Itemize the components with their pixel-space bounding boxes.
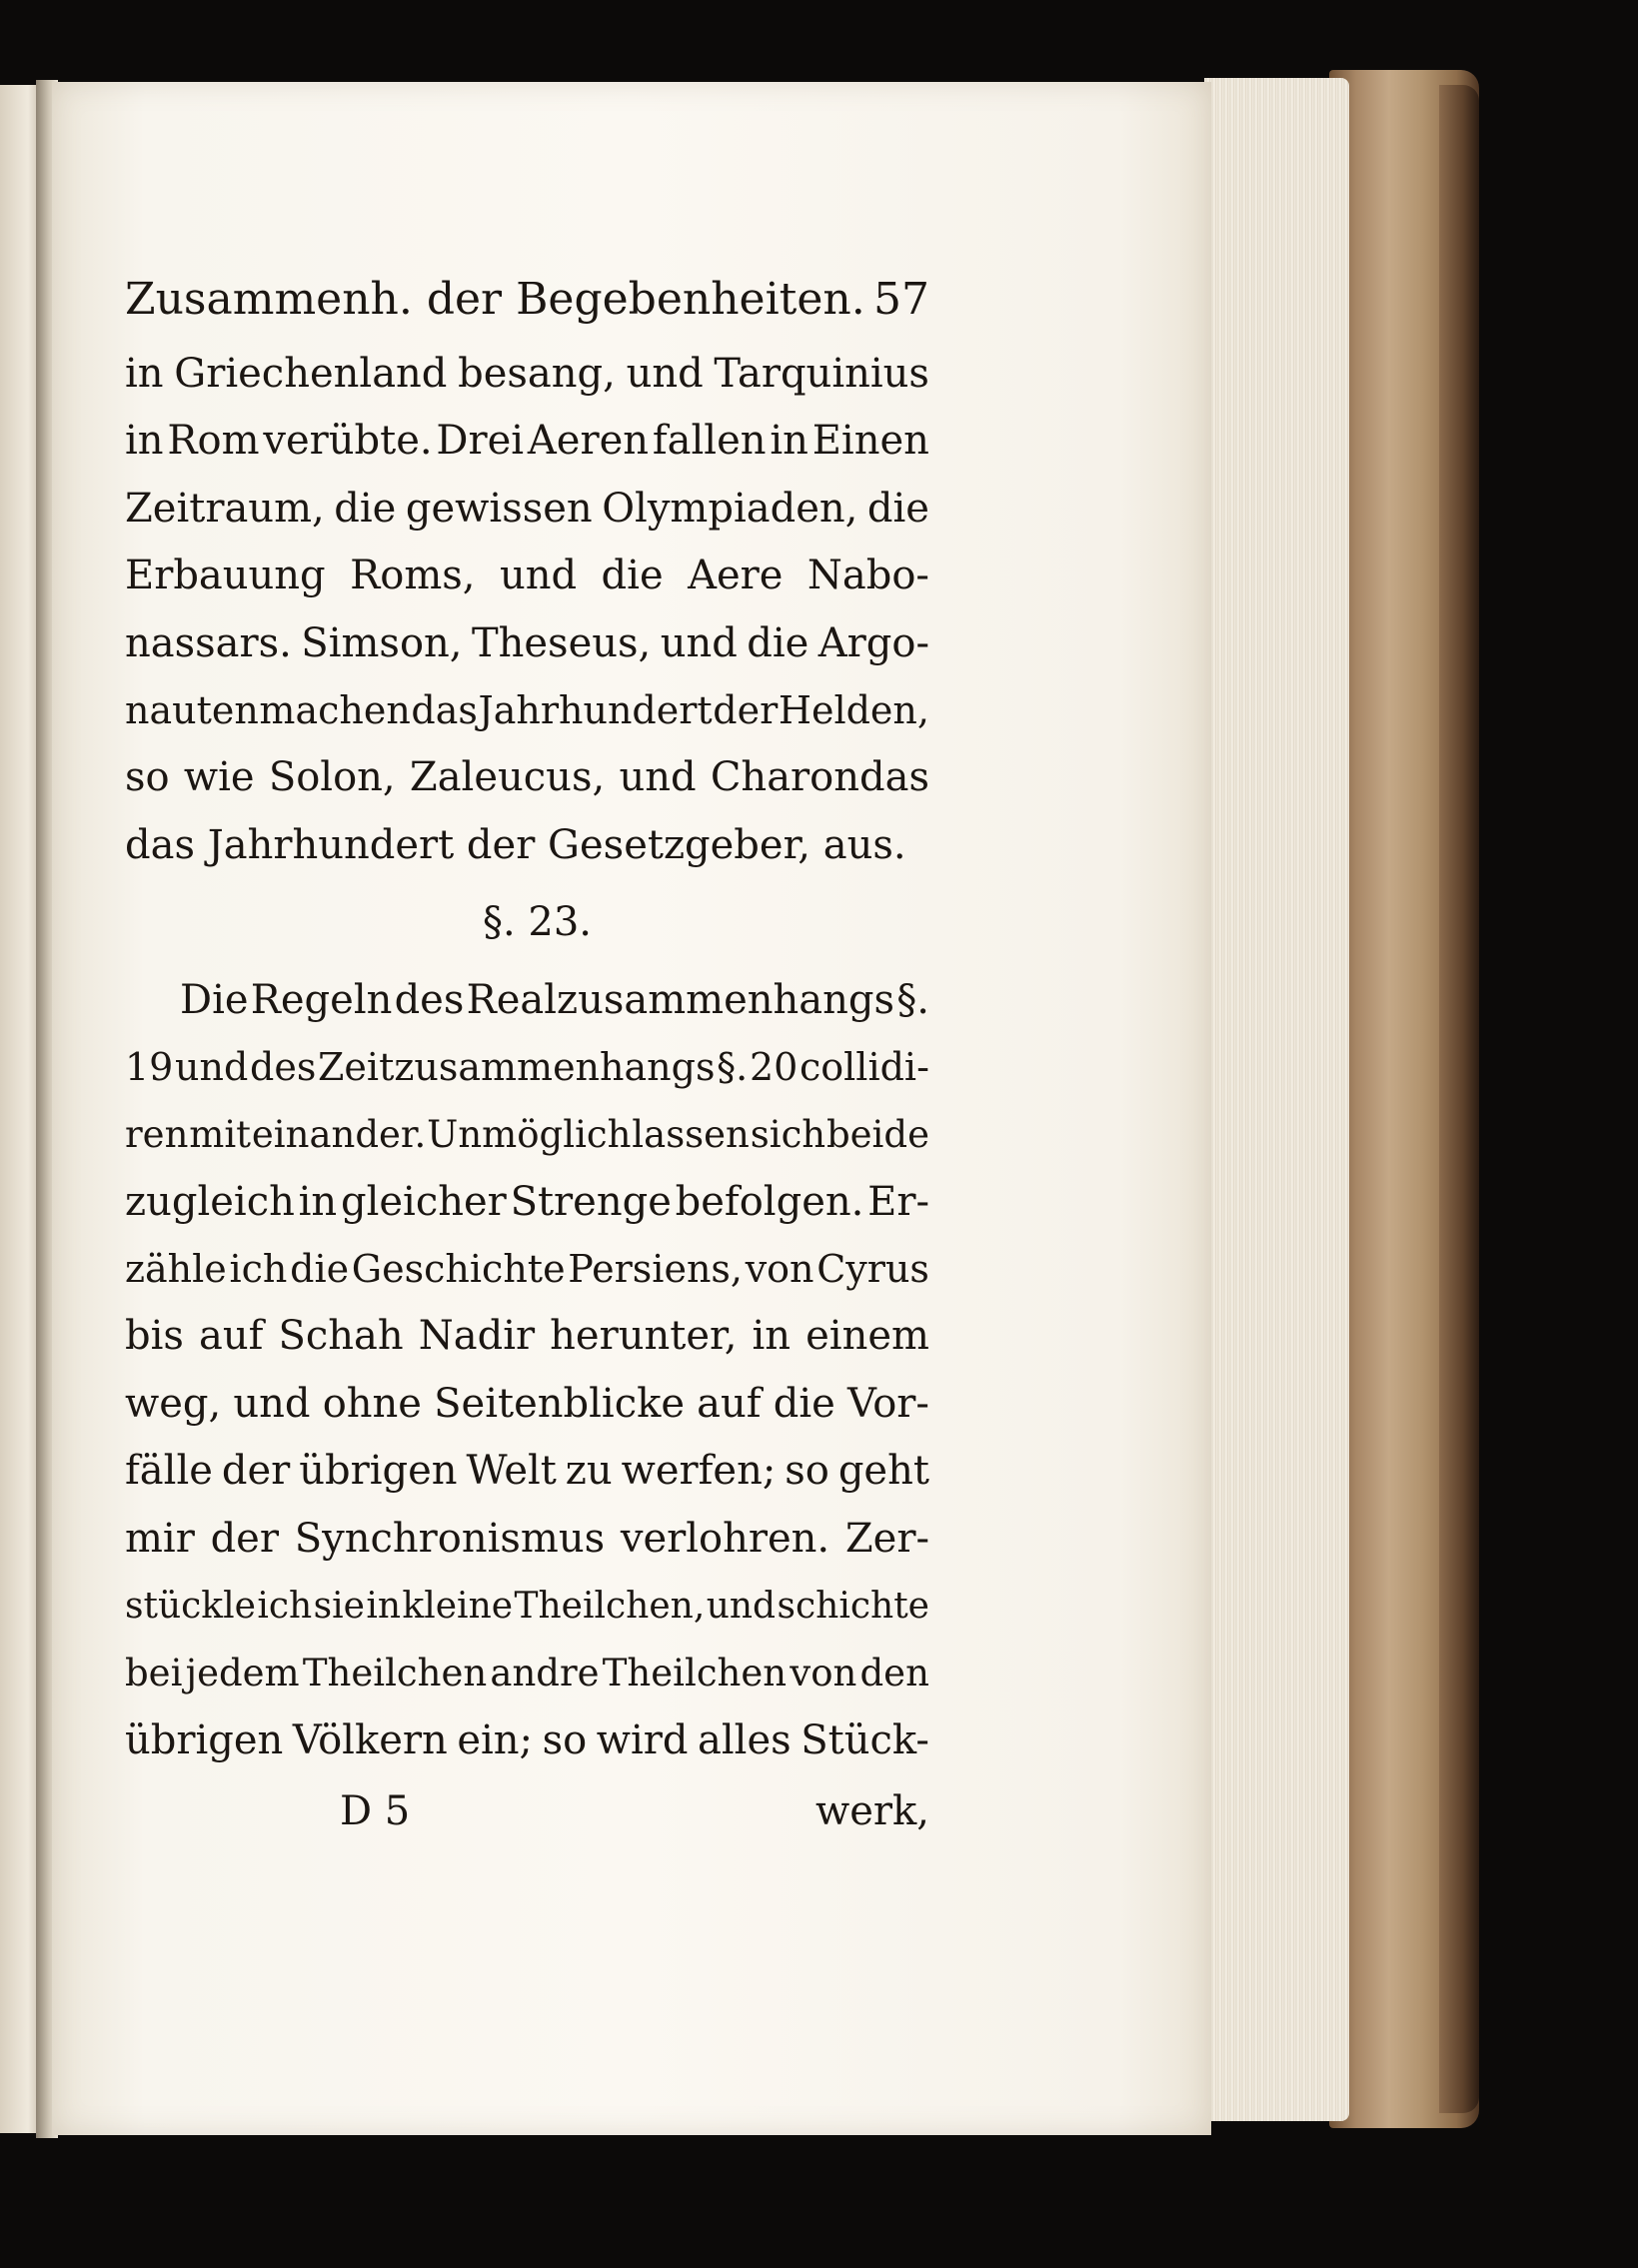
text-line: ren mit einander. Unmöglich lassen sich beide — [125, 1113, 929, 1157]
text-line: übrigen Völkern ein; so wird alles Stück- — [125, 1716, 929, 1763]
text-line: nassars. Simson, Theseus, und die Argo- — [125, 619, 929, 666]
running-head-title: Zusammenh. der Begebenheiten. — [125, 274, 865, 325]
paragraph-2 — [125, 967, 929, 1775]
text-line: zähle ich die Geschichte Persiens, von Cyrus — [125, 1247, 929, 1292]
text-line: so wie Solon, Zaleucus, und Charondas — [125, 754, 929, 801]
signature-mark: D 5 — [340, 1788, 411, 1835]
text-line: Erbauung Roms, und die Aere Nabo- — [125, 553, 929, 599]
text-line: mir der Synchronismus verlohren. Zer- — [125, 1515, 929, 1562]
text-line: in Rom verübte. Drei Aeren fallen in Einen — [125, 418, 929, 465]
text-line: stückle ich sie in kleine Theilchen, und schichte — [125, 1586, 929, 1628]
running-head — [125, 265, 929, 335]
text-line: nauten machen das Jahrhundert der Helden, — [125, 687, 929, 732]
book-cover-edge — [1439, 85, 1479, 2113]
text-line: fälle der übrigen Welt zu werfen; so geht — [125, 1448, 929, 1495]
paragraph-1 — [125, 341, 929, 879]
text-line: zugleich in gleicher Strenge befolgen. Er- — [125, 1178, 929, 1225]
page-number: 57 — [873, 274, 929, 325]
text-line: das Jahrhundert der Gesetzgeber, aus. — [125, 821, 906, 868]
text-line: weg, und ohne Seitenblicke auf die Vor- — [125, 1380, 929, 1427]
text-line: Zeitraum, die gewissen Olympiaden, die — [125, 485, 929, 532]
text-line: Die Regeln des Realzusammenhangs §. — [180, 976, 929, 1023]
text-line: 19 und des Zeitzusammenhangs §. 20 collidi- — [125, 1044, 929, 1089]
page-text — [125, 265, 929, 1846]
section-heading: §. 23. — [482, 899, 593, 946]
left-page-remnant — [0, 85, 40, 2133]
text-line: bei jedem Theilchen andre Theilchen von den — [125, 1652, 929, 1696]
text-line: bis auf Schah Nadir herunter, in einem — [125, 1313, 929, 1360]
page-footer — [125, 1778, 929, 1845]
page-block-edges — [1204, 78, 1349, 2121]
catchword: werk, — [816, 1788, 929, 1835]
text-line: in Griechenland besang, und Tarquinius — [125, 351, 929, 397]
